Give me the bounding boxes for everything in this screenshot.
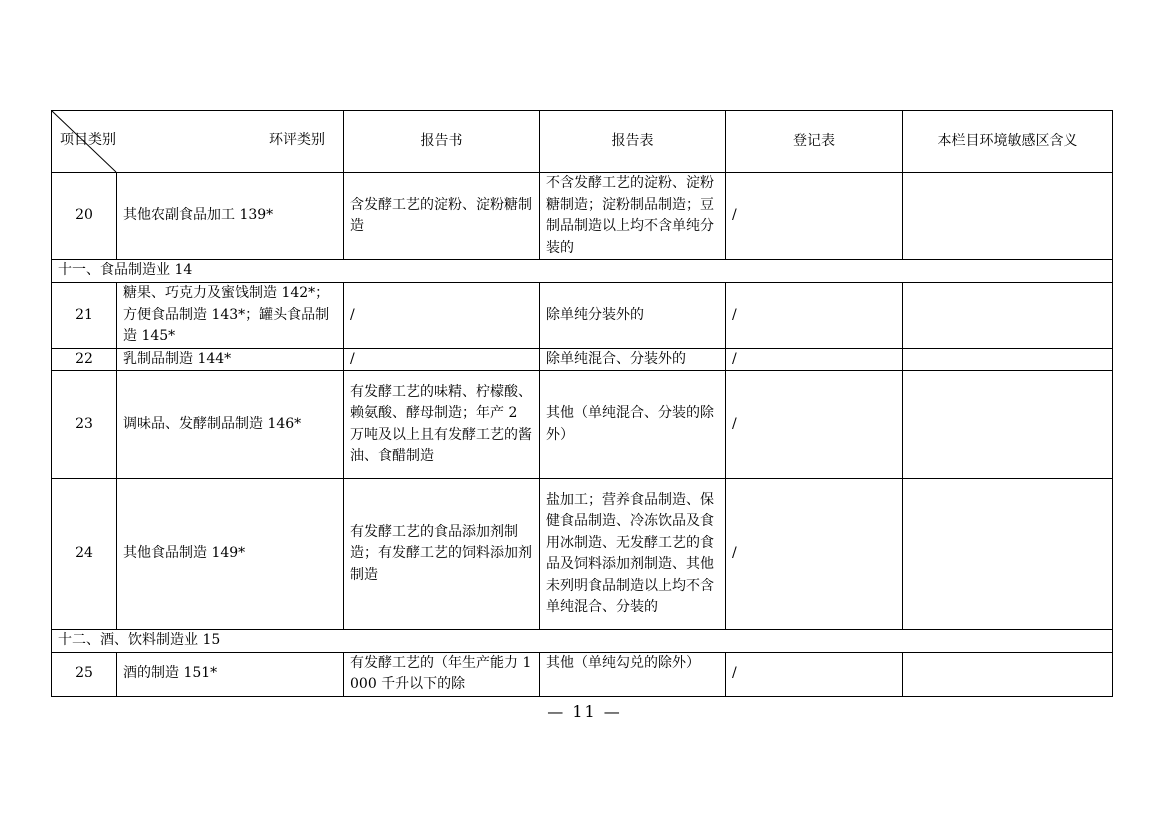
table-row (52, 652, 1113, 696)
sensitive-cell (903, 173, 1113, 260)
page-number: — 11 — (547, 702, 622, 721)
project-category-label: 项目类别 (60, 132, 116, 148)
project-name: 乳制品制造 144* (117, 348, 344, 371)
section-title-beverage: 十二、酒、饮料制造业 15 (52, 630, 1113, 653)
table-row (52, 173, 1113, 260)
report-form-header: 报告表 (540, 111, 726, 173)
row-number: 21 (52, 283, 117, 349)
project-name: 其他食品制造 149* (117, 479, 344, 630)
sensitive-cell (903, 348, 1113, 371)
report-book-header: 报告书 (344, 111, 540, 173)
eia-category-label: 环评类别 (269, 132, 325, 148)
section-title-food: 十一、食品制造业 14 (52, 260, 1113, 283)
row-number: 20 (52, 173, 117, 260)
registration-cell: / (726, 348, 903, 371)
table-row (52, 371, 1113, 479)
diagonal-header-cell (52, 111, 344, 173)
registration-cell: / (726, 371, 903, 479)
registration-cell: / (726, 173, 903, 260)
report-form-cell: 不含发酵工艺的淀粉、淀粉糖制造；淀粉制品制造；豆制品制造以上均不含单纯分装的 (540, 173, 726, 260)
registration-cell: / (726, 479, 903, 630)
table-row (52, 283, 1113, 349)
row-number: 23 (52, 371, 117, 479)
registration-cell: / (726, 652, 903, 696)
sensitive-cell (903, 652, 1113, 696)
sensitive-cell (903, 371, 1113, 479)
sensitive-cell (903, 283, 1113, 349)
project-name: 调味品、发酵制品制造 146* (117, 371, 344, 479)
section-row (52, 260, 1113, 283)
sensitive-cell (903, 479, 1113, 630)
row-number: 25 (52, 652, 117, 696)
row-number: 24 (52, 479, 117, 630)
report-form-cell: 除单纯分装外的 (540, 283, 726, 349)
report-book-cell: 有发酵工艺的食品添加剂制造；有发酵工艺的饲料添加剂制造 (344, 479, 540, 630)
registration-form-header: 登记表 (726, 111, 903, 173)
report-book-cell: 有发酵工艺的（年生产能力 1000 千升以下的除 (344, 652, 540, 696)
section-row (52, 630, 1113, 653)
project-name: 其他农副食品加工 139* (117, 173, 344, 260)
eia-classification-table (51, 110, 1113, 697)
table-header-row (52, 111, 1113, 173)
report-book-cell: / (344, 348, 540, 371)
report-book-cell: / (344, 283, 540, 349)
report-book-cell: 有发酵工艺的味精、柠檬酸、赖氨酸、酵母制造；年产 2 万吨及以上且有发酵工艺的酱油、食醋制造 (344, 371, 540, 479)
registration-cell: / (726, 283, 903, 349)
report-form-cell: 盐加工；营养食品制造、保健食品制造、冷冻饮品及食用冰制造、无发酵工艺的食品及饲料添加剂制造、其他未列明食品制造以上均不含单纯混合、分装的 (540, 479, 726, 630)
row-number: 22 (52, 348, 117, 371)
report-form-cell: 其他（单纯混合、分装的除外） (540, 371, 726, 479)
report-form-cell: 除单纯混合、分装外的 (540, 348, 726, 371)
table-row (52, 479, 1113, 630)
project-name: 酒的制造 151* (117, 652, 344, 696)
table-row (52, 348, 1113, 371)
sensitive-area-header: 本栏目环境敏感区含义 (903, 111, 1113, 173)
report-book-cell: 含发酵工艺的淀粉、淀粉糖制造 (344, 173, 540, 260)
project-name: 糖果、巧克力及蜜饯制造 142*；方便食品制造 143*；罐头食品制造 145* (117, 283, 344, 349)
report-form-cell: 其他（单纯勾兑的除外） (540, 652, 726, 696)
